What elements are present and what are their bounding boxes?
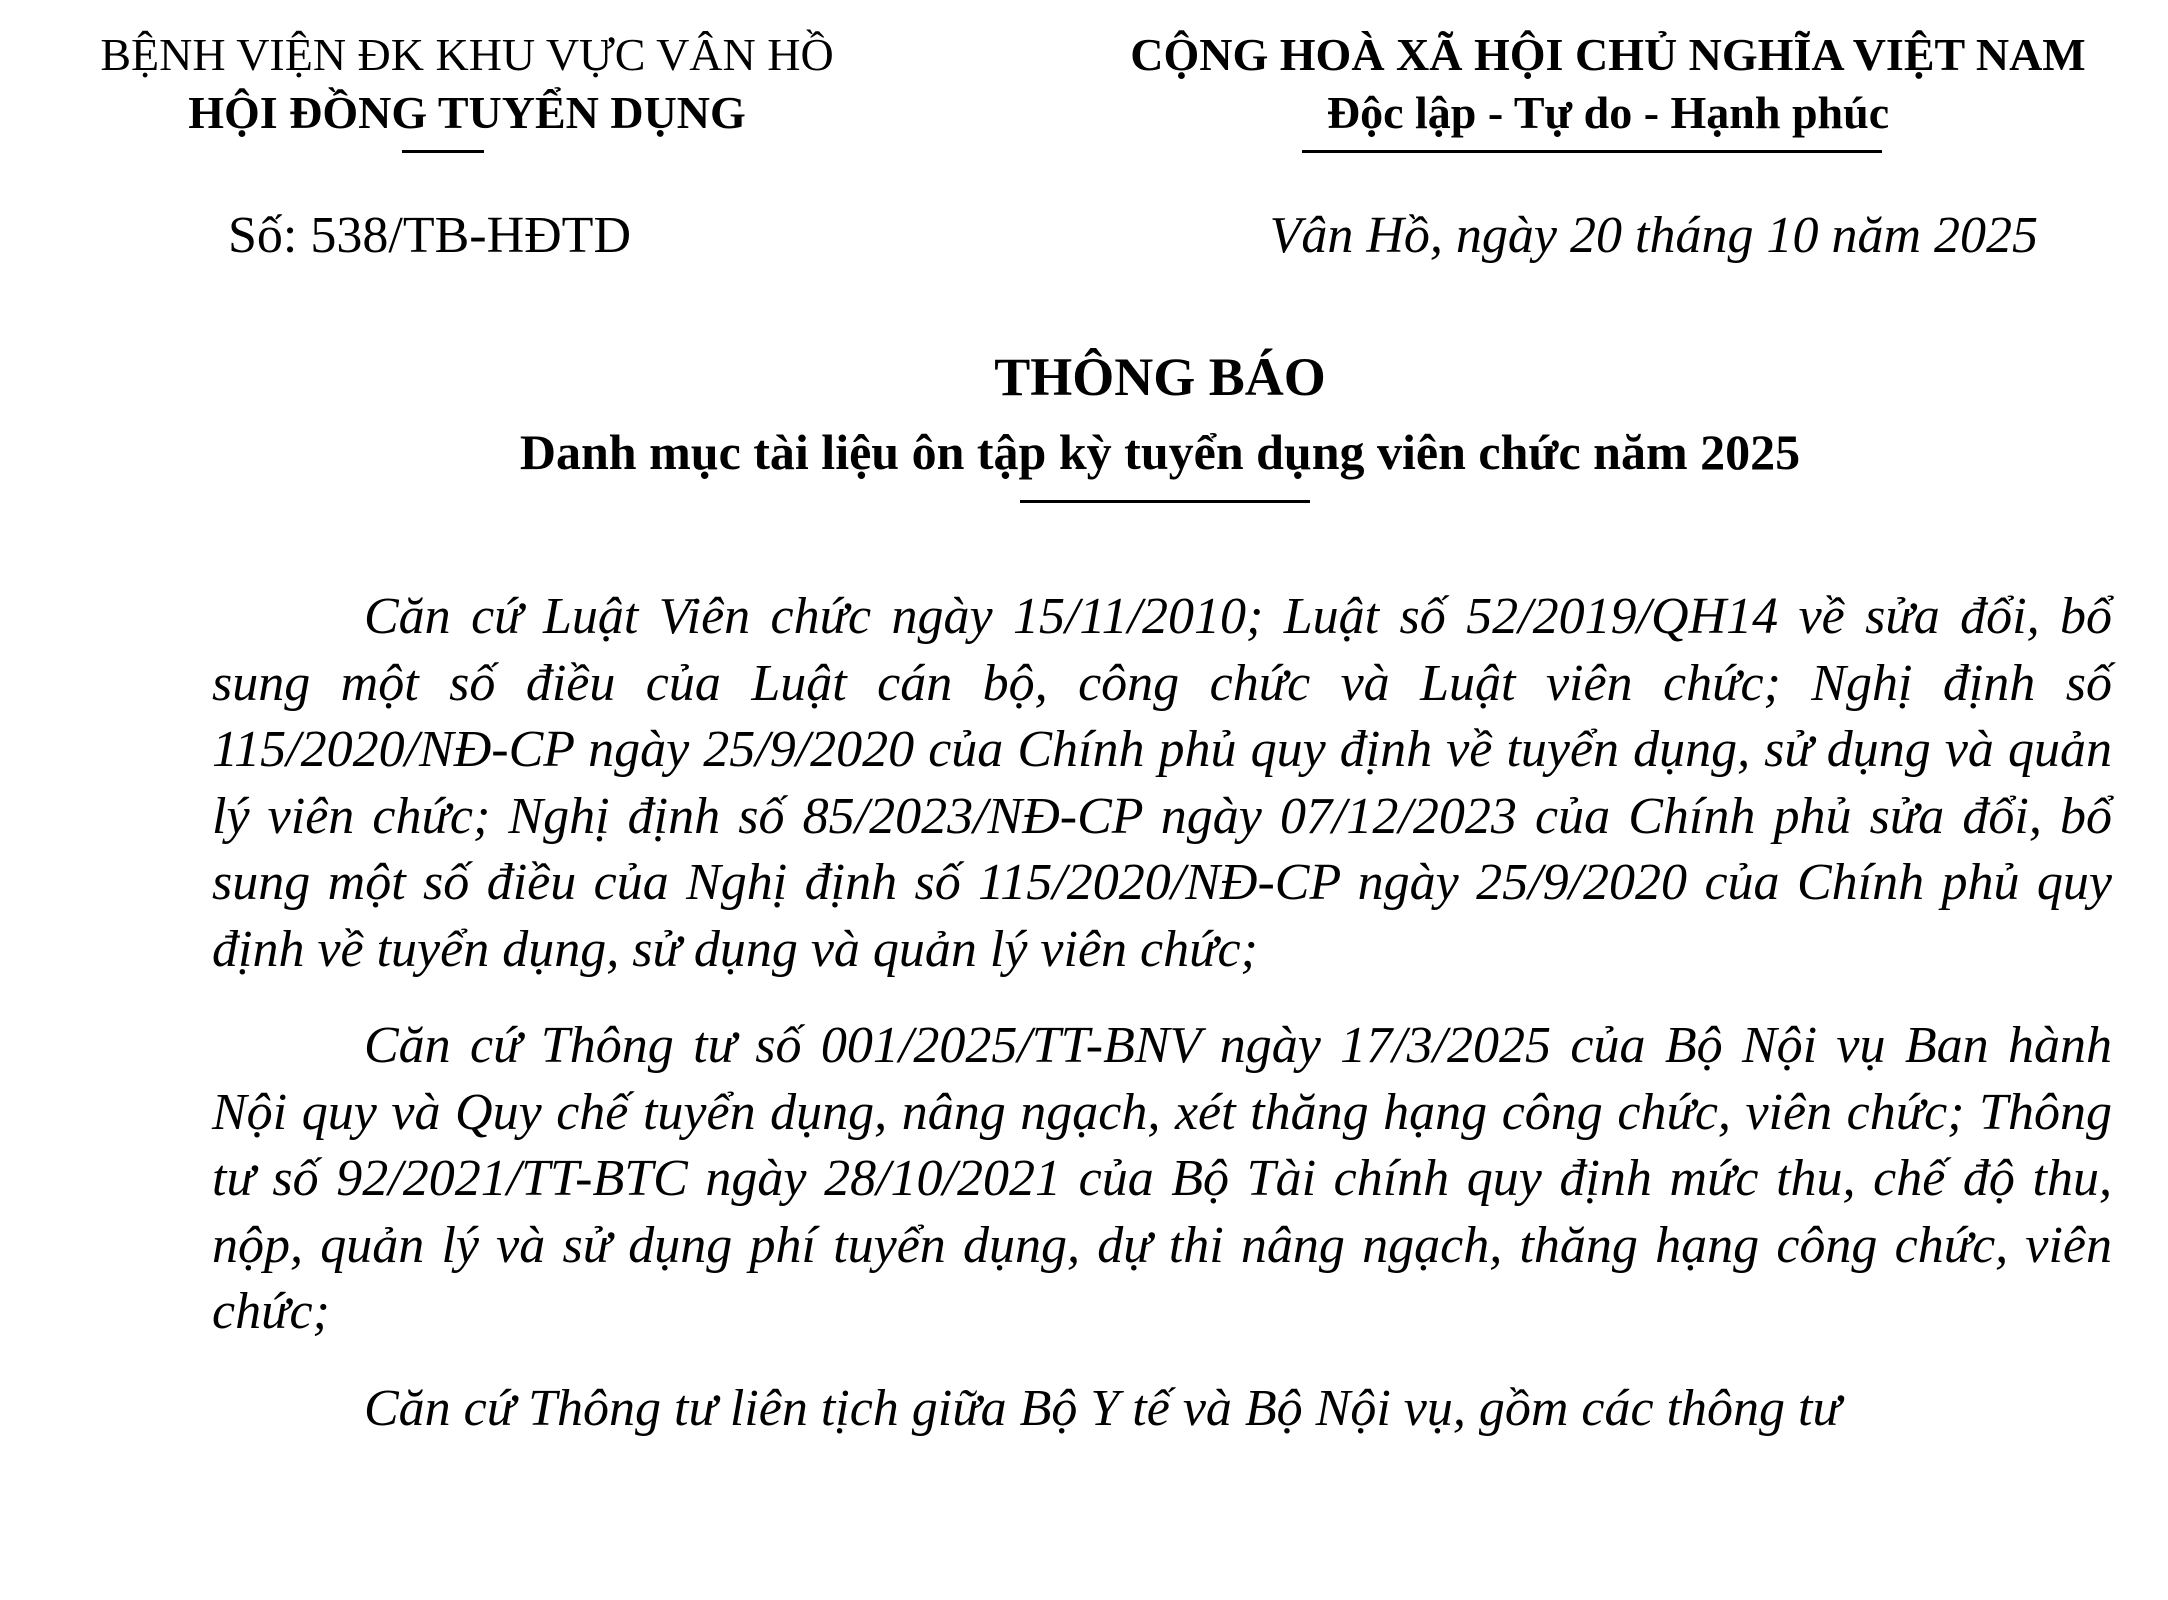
national-header	[1078, 26, 2138, 142]
motto-underline	[1302, 150, 1882, 153]
authority-underline	[402, 150, 484, 153]
subtitle-underline	[1020, 500, 1310, 503]
legal-basis-paragraph: Căn cứ Thông tư liên tịch giữa Bộ Y tế và Bộ Nội vụ, gồm các thông tư	[364, 1379, 1841, 1437]
document-number: Số: 538/TB-HĐTD	[228, 207, 631, 264]
issuing-authority	[0, 26, 934, 142]
document-title: THÔNG BÁO	[994, 347, 1326, 407]
council-name: HỘI ĐỒNG TUYỂN DỤNG	[188, 87, 746, 138]
document-subtitle: Danh mục tài liệu ôn tập kỳ tuyển dụng viên chức năm 2025	[519, 424, 1801, 480]
legal-basis-paragraph: Căn cứ Luật Viên chức ngày 15/11/2010; Luật số 52/2019/QH14 về sửa đổi, bổ sung một số điều của Luật cán bộ, công chức và Luật viên chức; Nghị định số 115/2020/NĐ-CP ngày 25/9/2020 của Chính phủ quy định về tuyển dụng, sử dụng và quản lý viên chức; Nghị định số 85/2023/NĐ-CP ngày 07/12/2023 của Chính phủ sửa đổi, bổ sung một số điều của Nghị định số 115/2020/NĐ-CP ngày 25/9/2020 của Chính phủ quy định về tuyển dụng, sử dụng và quản lý viên chức;	[212, 588, 2112, 978]
legal-basis-paragraph: Căn cứ Thông tư số 001/2025/TT-BNV ngày 17/3/2025 của Bộ Nội vụ Ban hành Nội quy và Quy chế tuyển dụng, nâng ngạch, xét thăng hạng công chức, viên chức; Thông tư số 92/2021/TT-BTC ngày 28/10/2021 của Bộ Tài chính quy định mức thu, chế độ thu, nộp, quản lý và sử dụng phí tuyển dụng, dự thi nâng ngạch, thăng hạng công chức, viên chức;	[212, 1017, 2112, 1340]
national-motto: Độc lập - Tự do - Hạnh phúc	[1326, 87, 1890, 138]
nation-name: CỘNG HOÀ XÃ HỘI CHỦ NGHĨA VIỆT NAM	[1130, 29, 2086, 80]
place-date: Vân Hồ, ngày 20 tháng 10 năm 2025	[1269, 207, 2038, 264]
organization-name: BỆNH VIỆN ĐK KHU VỰC VÂN HỒ	[100, 29, 834, 80]
document-body	[212, 584, 2112, 1472]
